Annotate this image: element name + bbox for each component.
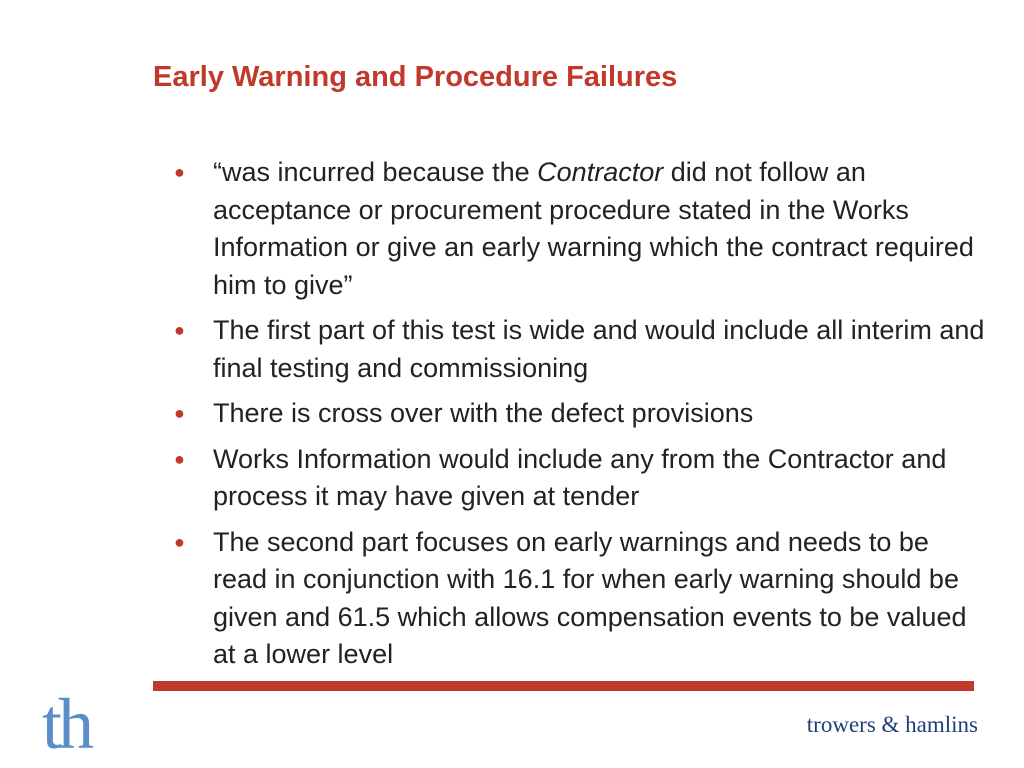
- bullet-list: [168, 154, 988, 682]
- slide-title: Early Warning and Procedure Failures: [153, 61, 678, 93]
- trowers-hamlins-wordmark: trowers & hamlins: [806, 712, 978, 737]
- bullet-text: The second part focuses on early warnings and needs to be read in conjunction with 16.1 for when early warning should be given and 61.5 which allows compensation events to be valued at a lower level: [213, 526, 967, 669]
- bullet-icon: ●: [174, 448, 185, 469]
- bullet-icon: ●: [174, 531, 185, 552]
- th-logo: th: [42, 684, 91, 764]
- bullet-item: [168, 524, 988, 674]
- bullet-text: The first part of this test is wide and would include all interim and final testing and commissioning: [213, 315, 985, 383]
- bullet-icon: ●: [174, 320, 185, 340]
- bullet-text: There is cross over with the defect provisions: [213, 398, 754, 428]
- bullet-text-italic: Contractor: [537, 157, 664, 187]
- bullet-item: [168, 312, 988, 387]
- bullet-item: [168, 154, 988, 304]
- bullet-text-start: “was incurred because the: [213, 157, 538, 187]
- bullet-icon: ●: [174, 162, 185, 182]
- bullet-text-end: did not follow an acceptance or procurement procedure stated in the Works Information or give an early warning which the contract required him to give”: [213, 157, 974, 300]
- bullet-icon: ●: [174, 403, 185, 423]
- bullet-item: [168, 441, 988, 516]
- bullet-item: [168, 395, 988, 433]
- footer-divider: [153, 681, 974, 691]
- bullet-text: Works Information would include any from the Contractor and process it may have given at tender: [213, 443, 947, 511]
